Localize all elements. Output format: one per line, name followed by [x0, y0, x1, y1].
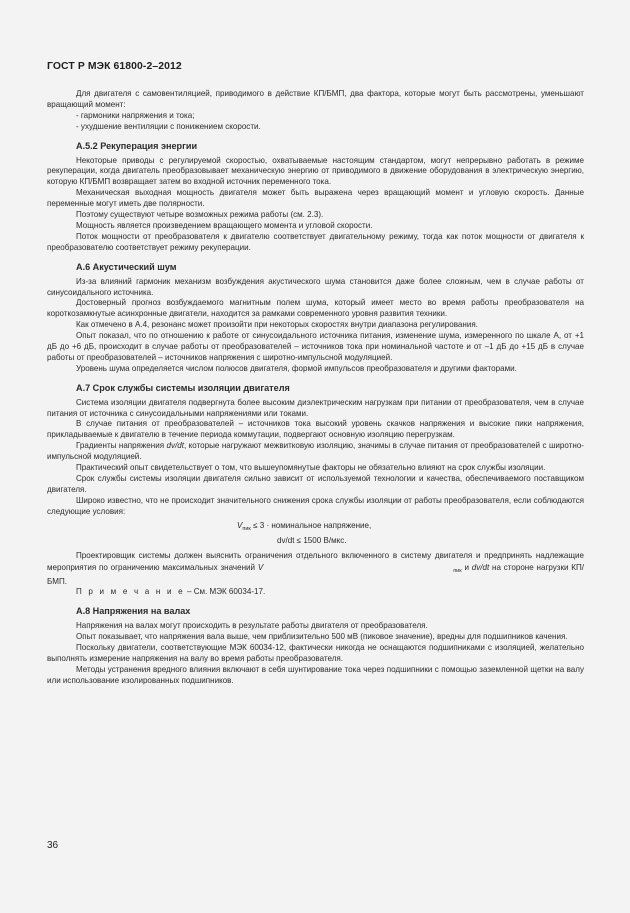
paragraph: Поток мощности от преобразователя к двигателю соответствует двигательному режиму, тогда как поток мощности от двигателя к преобразователю соответствует режиму рекуперации.	[47, 231, 584, 252]
paragraph: Поскольку двигатели, соответствующие МЭК 60034-12, фактически никогда не оснащаются подшипниками с изоляцией, желательно выполнять измерение напряжения на валу во время работы преобразователя.	[47, 643, 584, 663]
paragraph: Опыт показывает, что напряжения вала выше, чем приблизительно 500 мВ (пиковое значение), вредны для подшипников качения.	[76, 632, 568, 642]
text-fragment: Градиенты напряжения	[76, 441, 167, 451]
paragraph: Опыт показал, что по отношению к работе от синусоидального источника питания, изменение шума, измеренного по шкале А, от +1 дБ до +6 дБ, происходит в случае работы от преобразователей – источников тока при номинальной частоте и от –1 дБ до +15 дБ в случае работы от преобразователей – источников напряжения с широтно-импульсной модуляцией.	[47, 331, 584, 362]
standard-header: ГОСТ Р МЭК 61800-2–2012	[47, 61, 182, 72]
text-fragment: , которые нагружают межвитковую изоляцию, значимы в случае питания от преобразователей с широтно-импульсной модуляцией.	[47, 441, 584, 462]
paragraph: Как отмечено в А.4, резонанс может произойти при некоторых скоростях внутри диапазона регулирования.	[76, 320, 478, 330]
paragraph: Из-за влияний гармоник механизм возбуждения акустического шума становится даже более сложным, чем в случае работы от синусоидального источника.	[47, 276, 584, 297]
document-body	[47, 89, 584, 687]
paragraph: Для двигателя с самовентиляцией, приводимого в действие КП/БМП, два фактора, которые могут быть рассмотрены, уменьшают вращающий момент:	[47, 89, 584, 109]
section-title-a6: А.6 Акустический шум	[76, 261, 177, 272]
text-fragment: и	[461, 562, 472, 572]
v-symbol: V	[237, 520, 243, 530]
v-symbol: V	[257, 562, 264, 572]
paragraph: В случае питания от преобразователей – источников тока высокий уровень скачков напряжения и высокие пики напряжения, прикладываемые к двигателю в течение периода коммутации, подвергают основную изоляцию перегрузкам.	[47, 419, 584, 440]
paragraph	[47, 551, 584, 588]
paragraph: Срок службы системы изоляции двигателя сильно зависит от используемой технологии и качества, обеспечиваемого поставщиком двигателя.	[47, 474, 584, 494]
section-title-a7: А.7 Срок службы системы изоляции двигателя	[76, 382, 290, 393]
paragraph: Уровень шума определяется числом полюсов двигателя, формой импульсов преобразователя и другими факторами.	[76, 363, 517, 373]
paragraph: Система изоляции двигателя подвергнута более высоким диэлектрическим нагрузкам при питании от преобразователя, чем в случае питания от источника с синусоидальными напряжениями или токами.	[47, 397, 584, 418]
paragraph: Напряжения на валах могут происходить в результате работы двигателя от преобразователя.	[76, 621, 428, 631]
note-text: – См. МЭК 60034-17.	[184, 587, 266, 597]
paragraph: Достоверный прогноз возбуждаемого магнитным полем шума, который имеет место во время работы преобразователя на короткозамкнутые асинхронные двигатели, находится за рамками современного уровня развития техники.	[47, 298, 584, 319]
paragraph: Поэтому существуют четыре возможных режима работы (см. 2.3).	[76, 210, 324, 220]
section-title-a52: А.5.2 Рекуперация энергии	[76, 140, 198, 151]
formula-line-1	[237, 520, 584, 535]
paragraph	[47, 441, 584, 463]
page-number: 36	[47, 840, 59, 851]
dvdt-symbol: dv/dt	[471, 562, 490, 572]
formula-line-2: dv/dt ≤ 1500 В/мкс.	[277, 535, 347, 545]
v-subscript: пик	[242, 525, 251, 532]
dvdt-symbol: dv/dt	[166, 441, 184, 451]
paragraph: Практический опыт свидетельствует о том, что вышеупомянутые факторы не обязательно влияют на срок службы изоляции.	[76, 463, 546, 473]
text-fragment: Проектировщик системы должен выяснить ограничения отдельного включенного в систему двигателя и предпринять надлежащие мероприятия по ограничению максимальных значений	[47, 550, 584, 572]
formula-text: ≤ 3 · номинальное напряжение,	[250, 520, 372, 530]
paragraph: Некоторые приводы с регулируемой скоростью, охватываемые настоящим стандартом, могут непрерывно работать в режиме рекуперации, когда двигатель преобразовывает механическую энергию от приводимого в движение оборудования в электрическую энергию, которую КП/БМП возвращает затем во входной источник переменного тока.	[47, 155, 584, 187]
note	[47, 587, 584, 598]
list-item: - ухудшение вентиляции с понижением скорости.	[76, 121, 261, 131]
formula-conditions	[237, 520, 584, 547]
paragraph: Методы устранения вредного влияния включают в себя шунтирование тока через подшипники с помощью заземленной щетки на валу или использование изолированных подшипников.	[47, 664, 584, 685]
note-label: П р и м е ч а н и е	[76, 587, 185, 597]
section-title-a8: А.8 Напряжения на валах	[76, 606, 191, 617]
v-subscript: пик	[453, 567, 462, 574]
paragraph: Мощность является произведением вращающего момента и угловой скорости.	[76, 220, 373, 230]
paragraph: Широко известно, что не происходит значительного снижения срока службы изоляции от работы преобразователя, если соблюдаются следующие условия:	[47, 495, 584, 516]
list-item: - гармоники напряжения и тока;	[76, 110, 195, 120]
text-fragment: на стороне нагрузки КП/БМП.	[47, 562, 585, 586]
paragraph: Механическая выходная мощность двигателя может быть выражена через вращающий момент и угловую скорость. Данные переменные могут иметь две полярности.	[47, 188, 584, 209]
